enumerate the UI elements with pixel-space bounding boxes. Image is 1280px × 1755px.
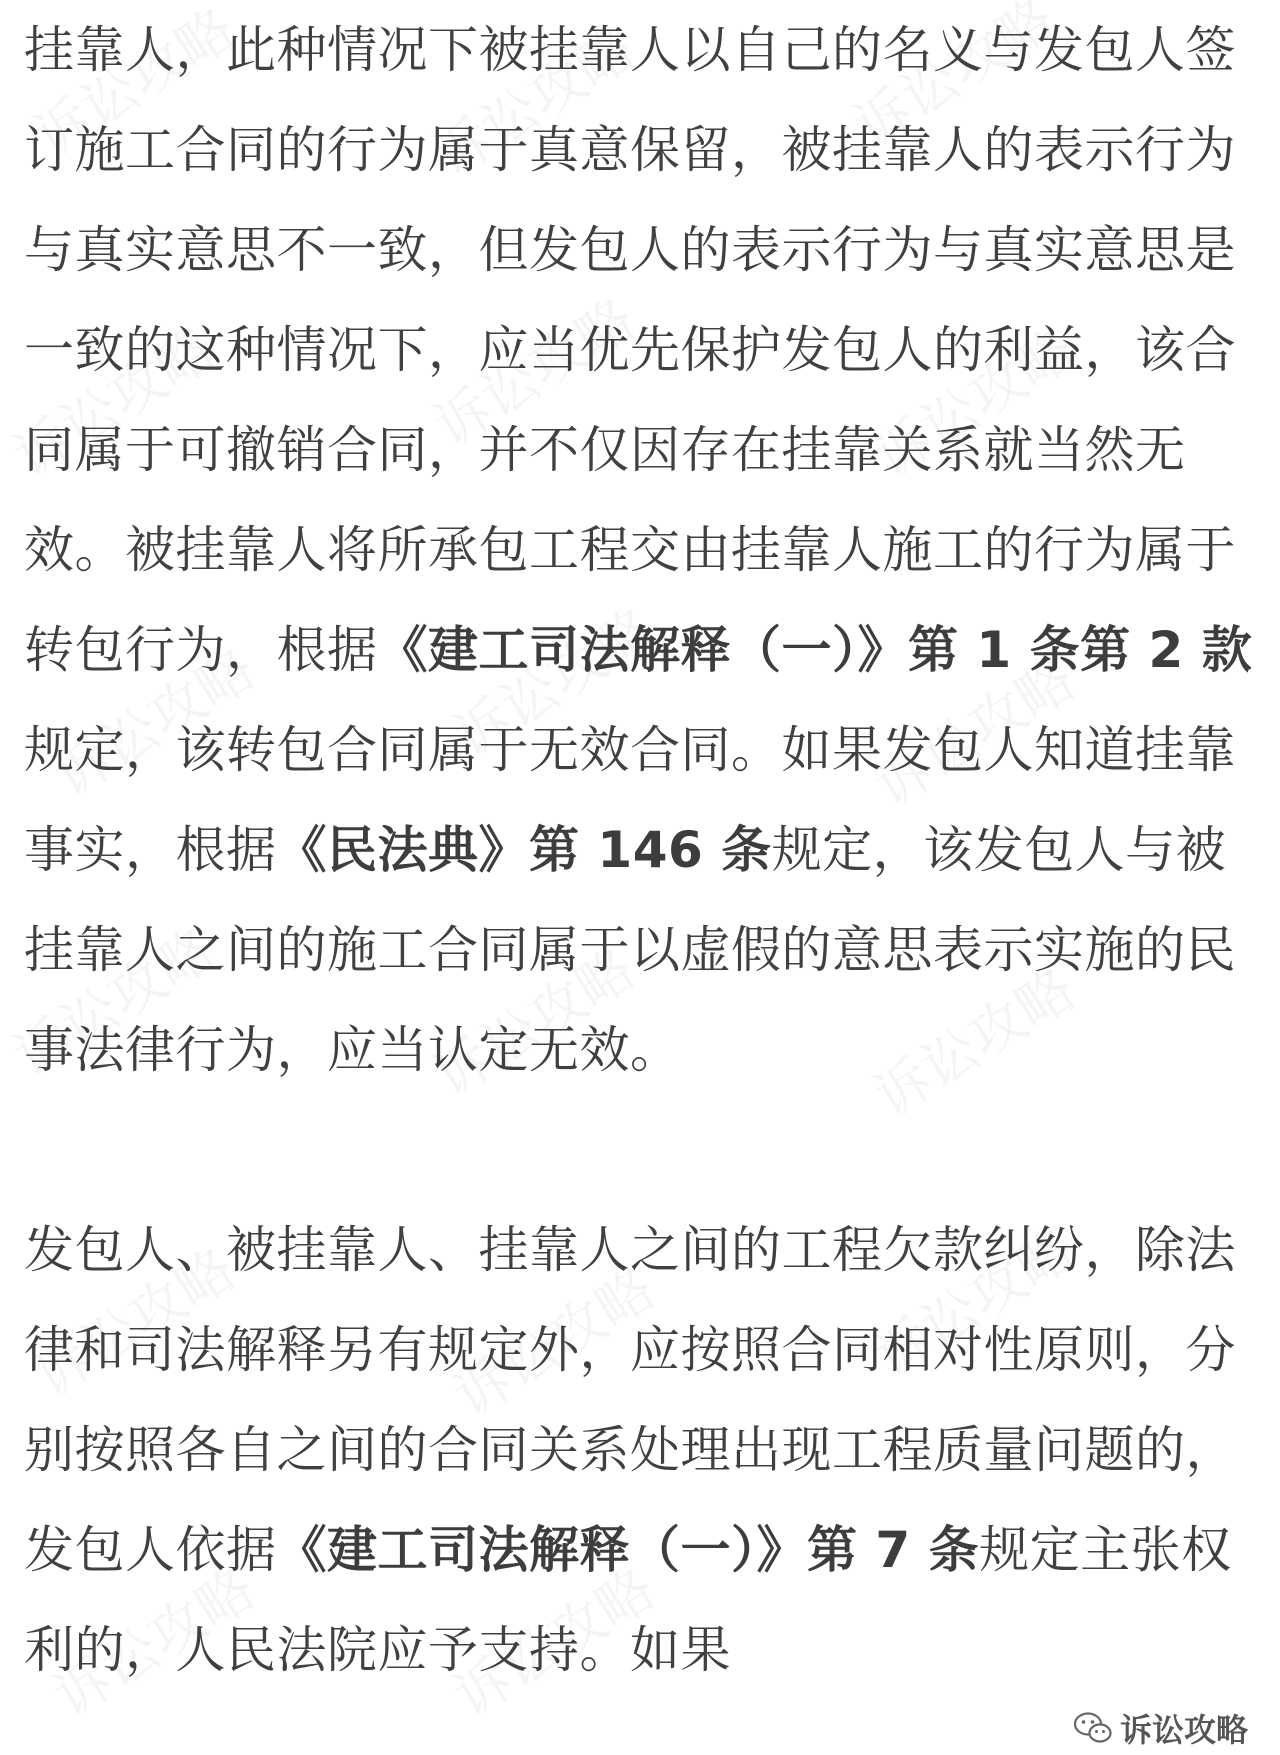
legal-citation: 《建工司法解释（一）》第 1 条第 2 款 [377,621,1253,679]
paragraph-text: 规定主张权利的，人民法院应予支持。如果 [24,1521,1232,1679]
paragraph-text: 规定，该发包人与被挂靠人之间的施工合同属于以虚假的意思表示实施的民事法律行为，应当认定无效。 [24,821,1236,1079]
paragraph-text: 发包人、被挂靠人、挂靠人之间的工程欠款纠纷，除法律和司法解释另有规定外，应按照合同相对性原则，分别按照各自之间的合同关系处理出现工程质量问题的，发包人依据 [24,1221,1236,1579]
brand-name: 诉讼攻略 [1119,1711,1248,1749]
paragraph-1 [24,0,1256,1100]
brand-mark [1068,1706,1254,1750]
legal-citation: 《民法典》第 146 条 [276,821,772,879]
legal-citation: 《建工司法解释（一）》第 7 条 [276,1521,980,1579]
paragraph-2 [24,1200,1256,1700]
paragraph-text: 规定，该转包合同属于无效合同。如果发包人知道挂靠事实，根据 [24,721,1236,879]
article-body [24,0,1256,1700]
wechat-icon [1074,1712,1112,1744]
paragraph-text: 挂靠人，此种情况下被挂靠人以自己的名义与发包人签订施工合同的行为属于真意保留，被挂靠人的表示行为与真实意思不一致，但发包人的表示行为与真实意思是一致的这种情况下，应当优先保护发包人的利益，该合同属于可撤销合同，并不仅因存在挂靠关系就当然无效。被挂靠人将所承包工程交由挂靠人施工的行为属于转包行为，根据 [24,21,1236,679]
